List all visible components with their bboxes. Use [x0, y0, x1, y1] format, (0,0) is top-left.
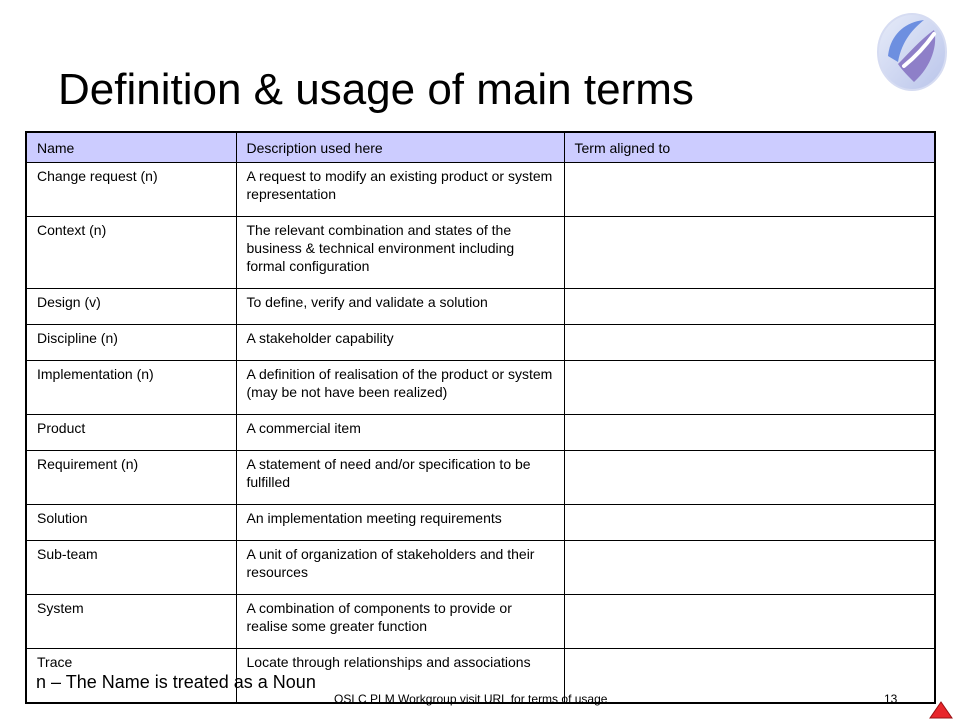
- oslc-logo-icon: [874, 10, 950, 94]
- footnote: n – The Name is treated as a Noun: [36, 672, 316, 692]
- term-description: A combination of components to provide or realise some greater function: [236, 595, 564, 649]
- term-name: Design (v): [26, 289, 236, 325]
- table-header-row: [26, 132, 935, 163]
- table-row: [26, 505, 935, 541]
- triangle-up-icon[interactable]: [929, 701, 953, 719]
- term-aligned: [564, 415, 935, 451]
- term-aligned: [564, 163, 935, 217]
- term-name: Solution: [26, 505, 236, 541]
- slide-footer: OSLC PLM Workgroup visit URL for terms of usage: [334, 692, 608, 706]
- table-row: [26, 217, 935, 289]
- page-title: Definition & usage of main terms: [58, 65, 694, 114]
- table-row: [26, 325, 935, 361]
- term-aligned: [564, 217, 935, 289]
- table-row: [26, 289, 935, 325]
- header-name: Name: [26, 132, 236, 163]
- term-description: A request to modify an existing product or system representation: [236, 163, 564, 217]
- term-description: A definition of realisation of the product or system (may be not have been realized): [236, 361, 564, 415]
- term-description: The relevant combination and states of the business & technical environment including formal configuration: [236, 217, 564, 289]
- table-row: [26, 163, 935, 217]
- term-aligned: [564, 451, 935, 505]
- term-aligned: [564, 595, 935, 649]
- term-aligned: [564, 289, 935, 325]
- page-number: 13: [884, 692, 898, 706]
- table-row: [26, 415, 935, 451]
- table-row: [26, 361, 935, 415]
- term-aligned: [564, 649, 935, 704]
- header-term-aligned: Term aligned to: [564, 132, 935, 163]
- term-description: An implementation meeting requirements: [236, 505, 564, 541]
- term-name: Discipline (n): [26, 325, 236, 361]
- term-description: A commercial item: [236, 415, 564, 451]
- term-name: System: [26, 595, 236, 649]
- term-name: Context (n): [26, 217, 236, 289]
- term-name: Change request (n): [26, 163, 236, 217]
- term-name: Trace: [26, 649, 236, 704]
- term-name: Requirement (n): [26, 451, 236, 505]
- term-description: To define, verify and validate a solution: [236, 289, 564, 325]
- term-aligned: [564, 361, 935, 415]
- term-name: Implementation (n): [26, 361, 236, 415]
- term-aligned: [564, 505, 935, 541]
- term-aligned: [564, 541, 935, 595]
- table-row: [26, 595, 935, 649]
- term-aligned: [564, 325, 935, 361]
- terms-table: [25, 131, 936, 704]
- header-description: Description used here: [236, 132, 564, 163]
- term-description: A stakeholder capability: [236, 325, 564, 361]
- table-row: [26, 451, 935, 505]
- term-description: Locate through relationships and associations: [236, 649, 564, 704]
- term-name: Sub-team: [26, 541, 236, 595]
- term-description: A statement of need and/or specification to be fulfilled: [236, 451, 564, 505]
- term-description: A unit of organization of stakeholders and their resources: [236, 541, 564, 595]
- table-row: [26, 541, 935, 595]
- term-name: Product: [26, 415, 236, 451]
